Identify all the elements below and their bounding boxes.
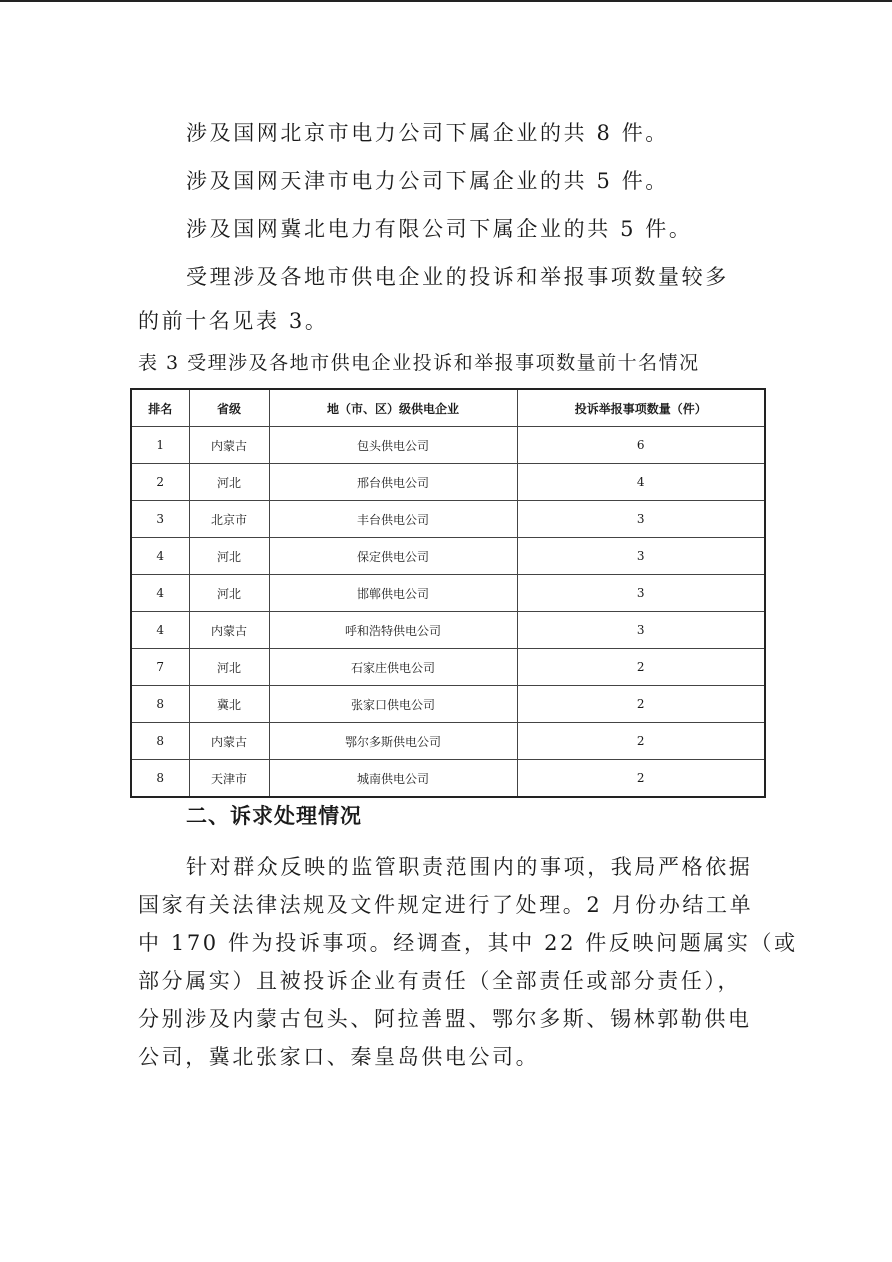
paragraph-intro-line-1: 受理涉及各地市供电企业的投诉和举报事项数量较多 (186, 265, 729, 289)
cell-company: 张家口供电公司 (269, 686, 517, 723)
cell-count: 2 (517, 649, 765, 686)
cell-rank: 3 (131, 501, 189, 538)
column-header-rank: 排名 (131, 389, 189, 427)
cell-count: 3 (517, 538, 765, 575)
table-row (131, 501, 765, 538)
cell-count: 3 (517, 612, 765, 649)
cell-province: 内蒙古 (189, 612, 269, 649)
cell-rank: 4 (131, 612, 189, 649)
cell-province: 内蒙古 (189, 723, 269, 760)
body-line-2: 国家有关法律法规及文件规定进行了处理。2 月份办结工单 (138, 893, 754, 917)
cell-count: 2 (517, 760, 765, 798)
cell-province: 北京市 (189, 501, 269, 538)
ranking-table (130, 388, 766, 798)
cell-rank: 4 (131, 538, 189, 575)
table-row (131, 575, 765, 612)
cell-province: 河北 (189, 575, 269, 612)
body-line-4: 部分属实）且被投诉企业有责任（全部责任或部分责任）， (138, 969, 742, 993)
cell-province: 内蒙古 (189, 427, 269, 464)
cell-province: 冀北 (189, 686, 269, 723)
column-header-province: 省级 (189, 389, 269, 427)
paragraph-intro-line-2: 的前十名见表 3。 (138, 309, 329, 333)
cell-company: 邯郸供电公司 (269, 575, 517, 612)
section-heading: 二、诉求处理情况 (186, 804, 362, 828)
column-header-count: 投诉举报事项数量（件） (517, 389, 765, 427)
body-line-1: 针对群众反映的监管职责范围内的事项，我局严格依据 (186, 855, 753, 879)
body-line-6: 公司，冀北张家口、秦皇岛供电公司。 (138, 1045, 540, 1069)
table-row (131, 427, 765, 464)
page-top-rule (0, 0, 892, 2)
cell-count: 3 (517, 501, 765, 538)
cell-company: 丰台供电公司 (269, 501, 517, 538)
cell-company: 邢台供电公司 (269, 464, 517, 501)
table-row (131, 760, 765, 798)
cell-company: 城南供电公司 (269, 760, 517, 798)
cell-count: 2 (517, 723, 765, 760)
cell-rank: 8 (131, 760, 189, 798)
table-row (131, 686, 765, 723)
table-row (131, 649, 765, 686)
cell-rank: 8 (131, 686, 189, 723)
cell-company: 石家庄供电公司 (269, 649, 517, 686)
body-line-5: 分别涉及内蒙古包头、阿拉善盟、鄂尔多斯、锡林郭勒供电 (138, 1007, 752, 1031)
cell-rank: 1 (131, 427, 189, 464)
cell-company: 呼和浩特供电公司 (269, 612, 517, 649)
table-row (131, 723, 765, 760)
cell-count: 4 (517, 464, 765, 501)
cell-rank: 7 (131, 649, 189, 686)
paragraph-tianjin: 涉及国网天津市电力公司下属企业的共 5 件。 (186, 169, 669, 193)
cell-company: 保定供电公司 (269, 538, 517, 575)
table-row (131, 538, 765, 575)
cell-company: 包头供电公司 (269, 427, 517, 464)
body-line-3: 中 170 件为投诉事项。经调查，其中 22 件反映问题属实（或 (138, 931, 798, 955)
cell-province: 天津市 (189, 760, 269, 798)
cell-rank: 8 (131, 723, 189, 760)
cell-rank: 2 (131, 464, 189, 501)
paragraph-beijing: 涉及国网北京市电力公司下属企业的共 8 件。 (186, 121, 669, 145)
paragraph-jibei: 涉及国网冀北电力有限公司下属企业的共 5 件。 (186, 217, 693, 241)
cell-company: 鄂尔多斯供电公司 (269, 723, 517, 760)
cell-count: 2 (517, 686, 765, 723)
cell-province: 河北 (189, 538, 269, 575)
cell-province: 河北 (189, 649, 269, 686)
cell-rank: 4 (131, 575, 189, 612)
table-caption: 表 3 受理涉及各地市供电企业投诉和举报事项数量前十名情况 (138, 352, 700, 374)
cell-province: 河北 (189, 464, 269, 501)
cell-count: 6 (517, 427, 765, 464)
table-header-row (131, 389, 765, 427)
column-header-company: 地（市、区）级供电企业 (269, 389, 517, 427)
table-row (131, 612, 765, 649)
cell-count: 3 (517, 575, 765, 612)
table-row (131, 464, 765, 501)
